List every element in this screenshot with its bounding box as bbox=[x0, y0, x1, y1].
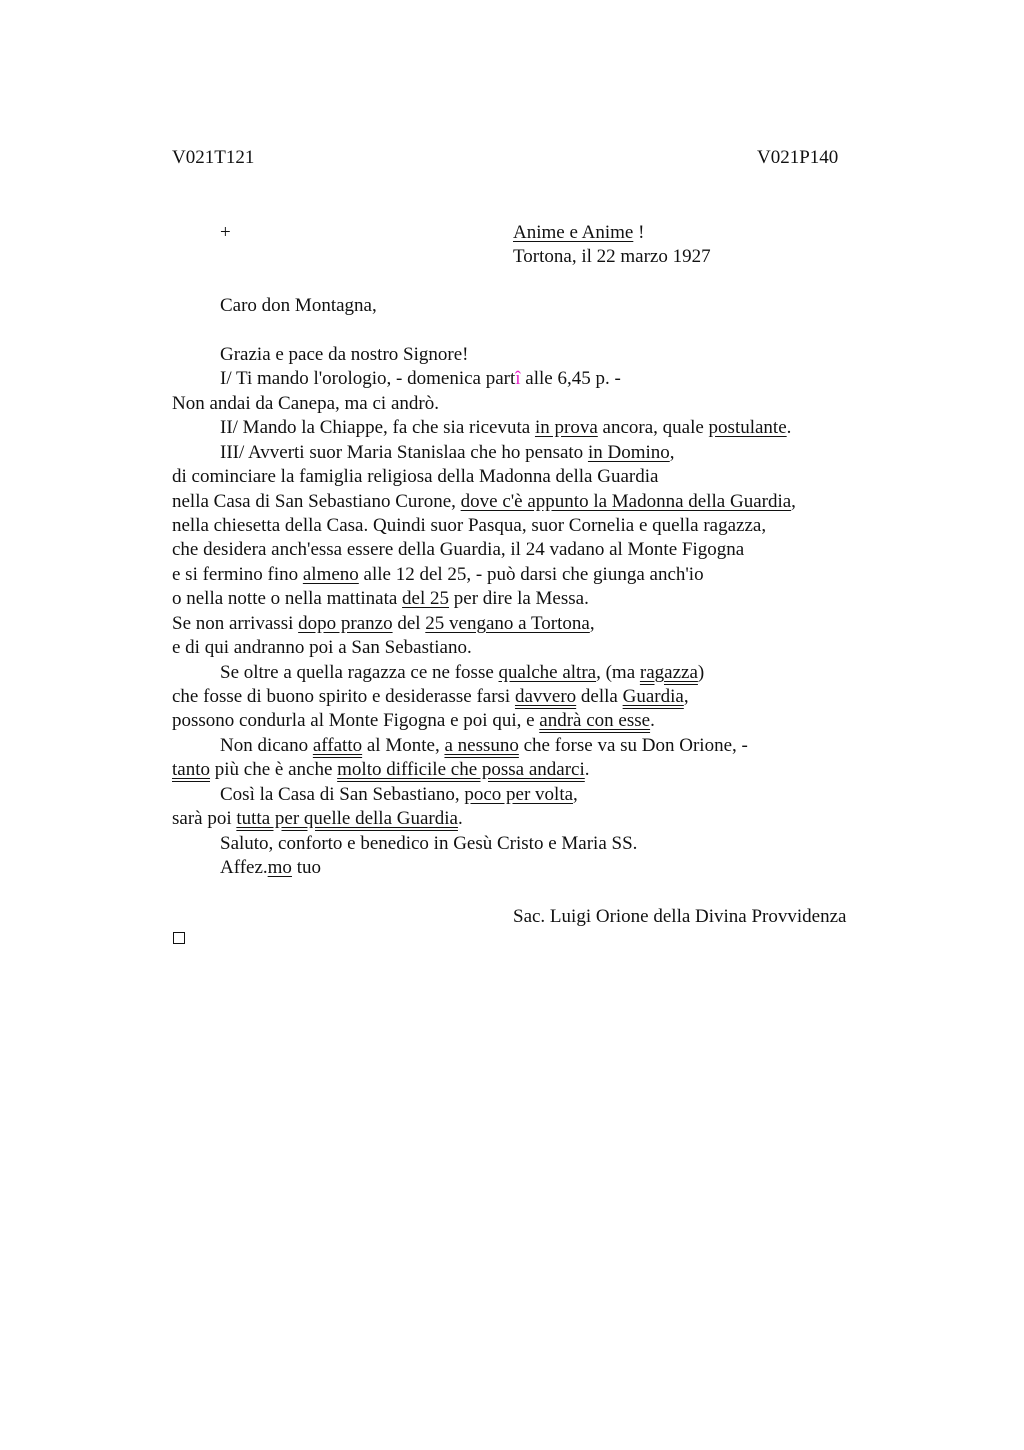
body-line: Così la Casa di San Sebastiano, poco per volta, bbox=[220, 784, 578, 805]
body-line: possono condurla al Monte Figogna e poi qui, e andrà con esse. bbox=[172, 710, 655, 731]
body-line: I/ Ti mando l'orologio, - domenica partî alle 6,45 p. - bbox=[220, 368, 621, 389]
body-line: e si fermino fino almeno alle 12 del 25, - può darsi che giunga anch'io bbox=[172, 564, 704, 585]
body-line: Non dicano affatto al Monte, a nessuno che forse va su Don Orione, - bbox=[220, 735, 748, 756]
body-line: III/ Avverti suor Maria Stanislaa che ho pensato in Domino, bbox=[220, 442, 675, 463]
body-line: Se oltre a quella ragazza ce ne fosse qualche altra, (ma ragazza) bbox=[220, 662, 705, 683]
body-line: Saluto, conforto e benedico in Gesù Cristo e Maria SS. bbox=[220, 833, 638, 854]
body-line: Se non arrivassi dopo pranzo del 25 vengano a Tortona, bbox=[172, 613, 595, 634]
motto-text: Anime e Anime bbox=[513, 222, 634, 243]
highlighted-char: î bbox=[515, 368, 521, 389]
salutation: Caro don Montagna, bbox=[220, 295, 377, 316]
body-line: Non andai da Canepa, ma ci andrò. bbox=[172, 393, 439, 414]
body-line: nella chiesetta della Casa. Quindi suor Pasqua, suor Cornelia e quella ragazza, bbox=[172, 515, 767, 536]
motto-suffix: ! bbox=[633, 222, 645, 243]
body-line: o nella notte o nella mattinata del 25 per dire la Messa. bbox=[172, 588, 589, 609]
body-line: e di qui andranno poi a San Sebastiano. bbox=[172, 637, 472, 658]
body-line: che desidera anch'essa essere della Guardia, il 24 vadano al Monte Figogna bbox=[172, 539, 745, 560]
document-code-left: V021T121 bbox=[172, 147, 255, 168]
body-line: tanto più che è anche molto difficile che possa andarci. bbox=[172, 759, 590, 780]
checkbox-icon bbox=[173, 932, 185, 944]
body-line: II/ Mando la Chiappe, fa che sia ricevuta in prova ancora, quale postulante. bbox=[220, 417, 792, 438]
place-date: Tortona, il 22 marzo 1927 bbox=[513, 246, 711, 267]
body-line: Affez.mo tuo bbox=[220, 857, 321, 878]
document-code-right: V021P140 bbox=[757, 147, 839, 168]
cross-mark: + bbox=[220, 222, 231, 243]
body-line: sarà poi tutta per quelle della Guardia. bbox=[172, 808, 463, 829]
body-line: Grazia e pace da nostro Signore! bbox=[220, 344, 469, 365]
body-line: di cominciare la famiglia religiosa della Madonna della Guardia bbox=[172, 466, 659, 487]
signature: Sac. Luigi Orione della Divina Provvidenza bbox=[513, 906, 847, 927]
motto bbox=[513, 221, 644, 245]
body-line: che fosse di buono spirito e desiderasse farsi davvero della Guardia, bbox=[172, 686, 689, 707]
body-line: nella Casa di San Sebastiano Curone, dove c'è appunto la Madonna della Guardia, bbox=[172, 491, 796, 512]
